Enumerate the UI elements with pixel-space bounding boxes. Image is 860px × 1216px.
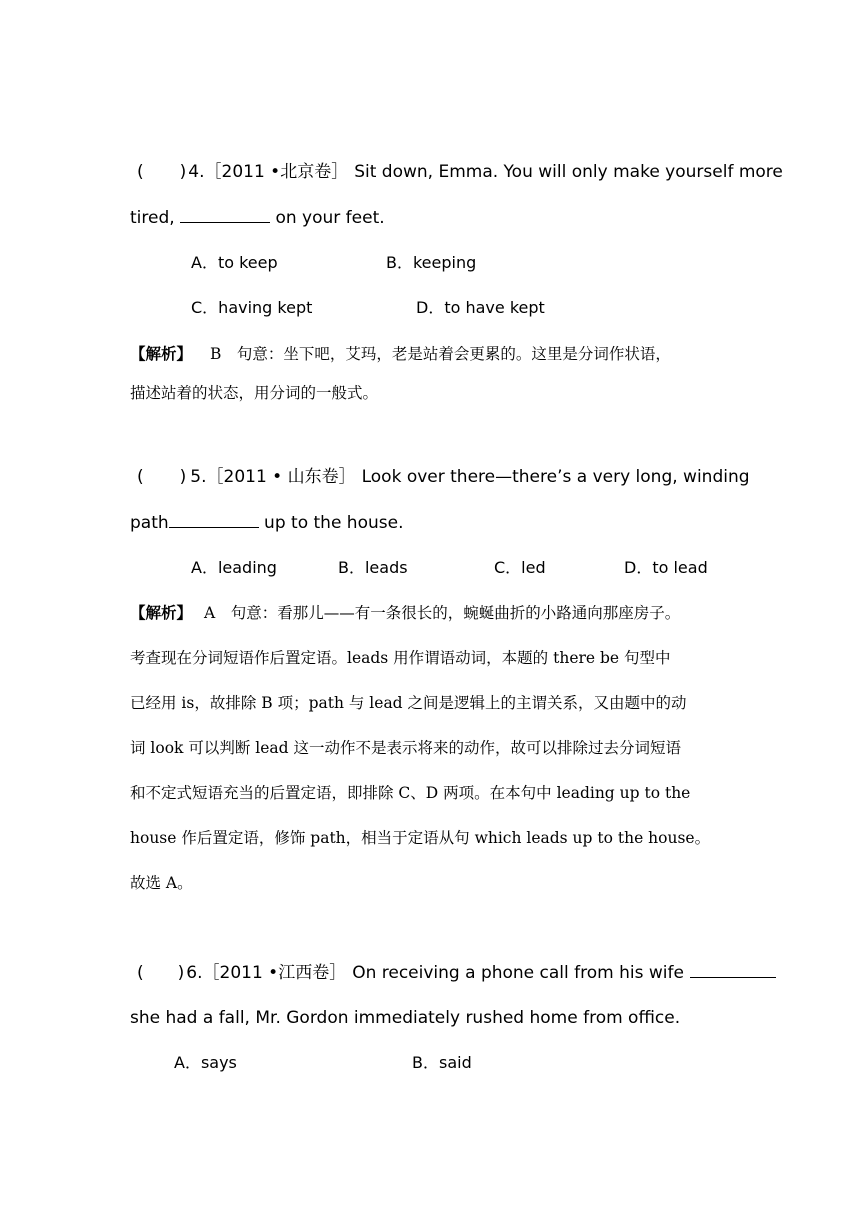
q5-option-d: D．to lead (624, 558, 708, 577)
q5-explanation-line-4: 词 look 可以判断 lead 这一动作不是表示将来的动作，故可以排除过去分词短语 (130, 739, 682, 757)
q4-stem-line-1 (137, 160, 783, 184)
q5-stem-text-2b: up to the house. (258, 513, 404, 533)
q5-explanation-line-7: 故选 A。 (130, 874, 193, 892)
q4-explanation-line-1 (130, 342, 671, 366)
q5-explanation-tag: 【解析】 (130, 603, 193, 622)
q6-stem-line-2: she had a fall, Mr. Gordon immediately rushed home from office. (130, 1008, 681, 1028)
q5-explanation-text-1: A 句意：看那儿——有一条很长的，蜿蜒曲折的小路通向那座房子。 (204, 604, 681, 622)
q4-option-d: D．to have kept (416, 298, 545, 317)
q6-stem-text: On receiving a phone call from his wife (352, 963, 684, 983)
q5-option-b: B．leads (338, 558, 408, 577)
q6-option-a: A．says (174, 1053, 237, 1072)
q5-option-c: C．led (494, 558, 546, 577)
q5-stem-text: Look over there—there’s a very long, winding (361, 467, 750, 487)
q6-option-b: B．said (412, 1053, 472, 1072)
q4-explanation-text-1: B 句意：坐下吧，艾玛，老是站着会更累的。这里是分词作状语， (210, 345, 671, 363)
q5-paren-close: ) (179, 467, 187, 487)
q4-paren-open: ( (137, 162, 144, 182)
q4-stem-text: Sit down, Emma. You will only make yourself more (354, 162, 783, 182)
q4-number-source: 4.［2011 •北京卷］ (188, 162, 349, 182)
q5-explanation-line-1 (130, 601, 680, 625)
q4-explanation-line-2: 描述站着的状态，用分词的一般式。 (130, 384, 379, 402)
q5-explanation-line-6: house 作后置定语，修饰 path，相当于定语从句 which leads up to the house。 (130, 829, 711, 847)
q5-stem-line-1 (137, 465, 750, 489)
q6-blank (690, 960, 776, 978)
q4-option-a: A．to keep (191, 253, 278, 272)
q6-stem-line-1 (137, 960, 776, 985)
q4-option-b: B．keeping (386, 253, 477, 272)
q5-number-source: 5.［2011 • 山东卷］ (190, 467, 356, 487)
q4-explanation-tag: 【解析】 (130, 344, 193, 363)
q5-stem-text-2a: path (130, 513, 169, 533)
q4-stem-line-2 (130, 205, 385, 230)
q5-stem-line-2 (130, 510, 403, 535)
q4-stem-text-2a: tired, (130, 208, 181, 228)
q5-explanation-line-5: 和不定式短语充当的后置定语，即排除 C、D 两项。在本句中 leading up to the (130, 784, 691, 802)
q5-option-a: A．leading (191, 558, 277, 577)
q4-option-c: C．having kept (191, 298, 313, 317)
q4-stem-text-2b: on your feet. (270, 208, 385, 228)
q5-explanation-line-3: 已经用 is，故排除 B 项；path 与 lead 之间是逻辑上的主谓关系，又由题中的动 (130, 694, 687, 712)
q5-blank (169, 510, 259, 528)
q6-number-source: 6.［2011 •江西卷］ (186, 963, 347, 983)
q5-explanation-line-2: 考查现在分词短语作后置定语。leads 用作谓语动词，本题的 there be 句型中 (130, 649, 671, 667)
q6-paren-close: ) (177, 963, 185, 983)
q5-paren-open: ( (137, 467, 144, 487)
q4-blank (180, 205, 270, 223)
q6-paren-open: ( (137, 963, 144, 983)
q4-paren-close: ) (179, 162, 187, 182)
